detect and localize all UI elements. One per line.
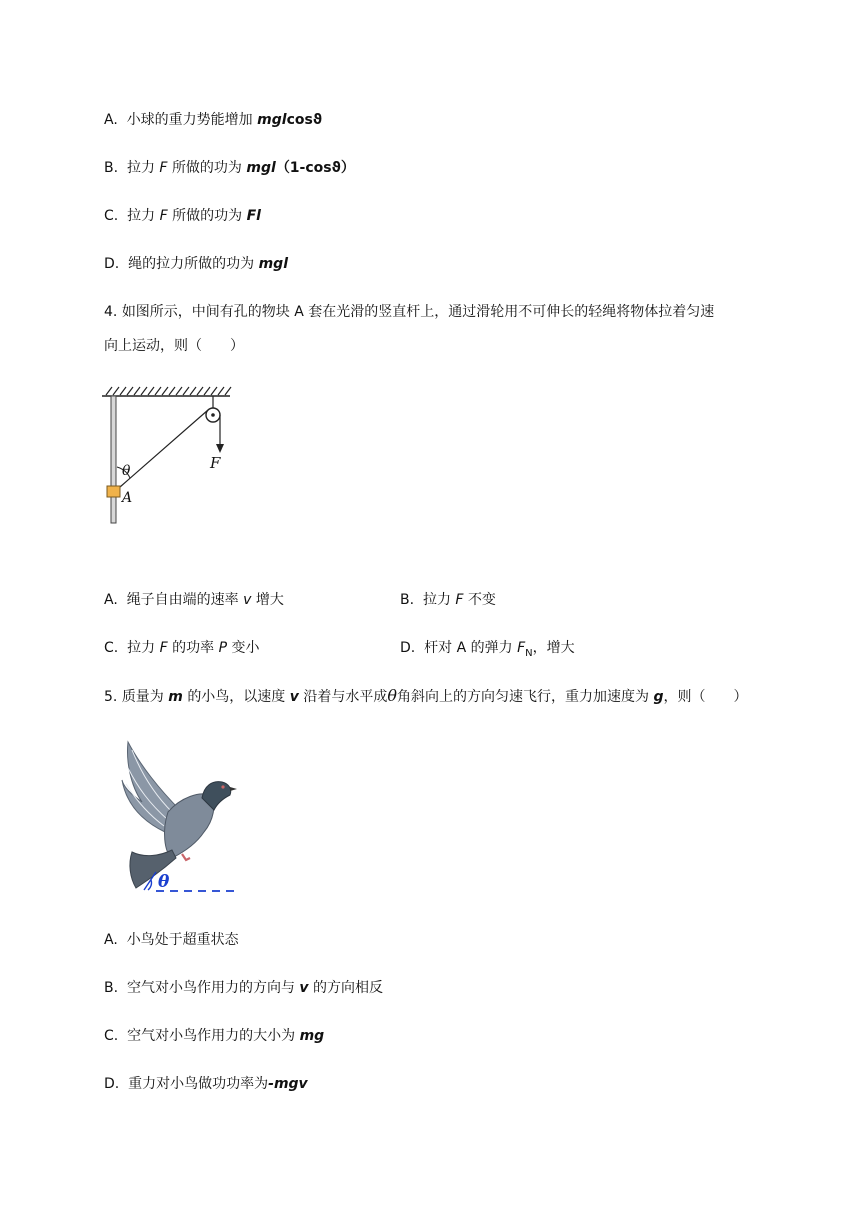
q4-option-c: C. 拉力 F 的功率 P 变小	[104, 640, 260, 656]
q4-stem-line1: 4. 如图所示，中间有孔的物块 A 套在光滑的竖直杆上，通过滑轮用不可伸长的轻绳将物体拉着匀速	[104, 304, 715, 320]
bird-foot	[182, 854, 190, 860]
theta-angle-label: θ	[158, 872, 170, 892]
q5-stem: 5. 质量为 m 的小鸟，以速度 v 沿着与水平成θ角斜向上的方向匀速飞行，重力加速度为 g，则（ ）	[104, 686, 748, 705]
q5-option-c: C. 空气对小鸟作用力的大小为 mg	[104, 1028, 325, 1044]
bird-beak	[230, 787, 237, 791]
q3-option-d: D. 绳的拉力所做的功为 mgl	[104, 256, 289, 272]
q5-option-a: A. 小鸟处于超重状态	[104, 932, 239, 948]
q4-option-b: B. 拉力 F 不变	[400, 592, 496, 608]
q3-option-b: B. 拉力 F 所做的功为 mgl（1-cosϑ）	[104, 160, 355, 176]
q5-option-d: D. 重力对小鸟做功功率为-mgv	[104, 1076, 308, 1092]
bird-eye	[221, 785, 224, 788]
q5-option-b: B. 空气对小鸟作用力的方向与 v 的方向相反	[104, 980, 384, 996]
q3-option-a: A. 小球的重力势能增加 mglcosϑ	[104, 112, 323, 128]
block-label: A	[122, 490, 133, 506]
theta-label: θ	[122, 463, 131, 479]
force-label: F	[210, 454, 221, 472]
q4-option-a: A. 绳子自由端的速率 v 增大	[104, 592, 284, 608]
q4-figure-rod-pulley	[100, 384, 235, 529]
q4-stem-line2: 向上运动，则（ ）	[104, 338, 244, 354]
q4-option-d: D. 杆对 A 的弹力 $F_N$，增大	[400, 640, 575, 659]
q5-figure-bird	[120, 740, 245, 898]
q3-option-c: C. 拉力 F 所做的功为 Fl	[104, 208, 261, 224]
